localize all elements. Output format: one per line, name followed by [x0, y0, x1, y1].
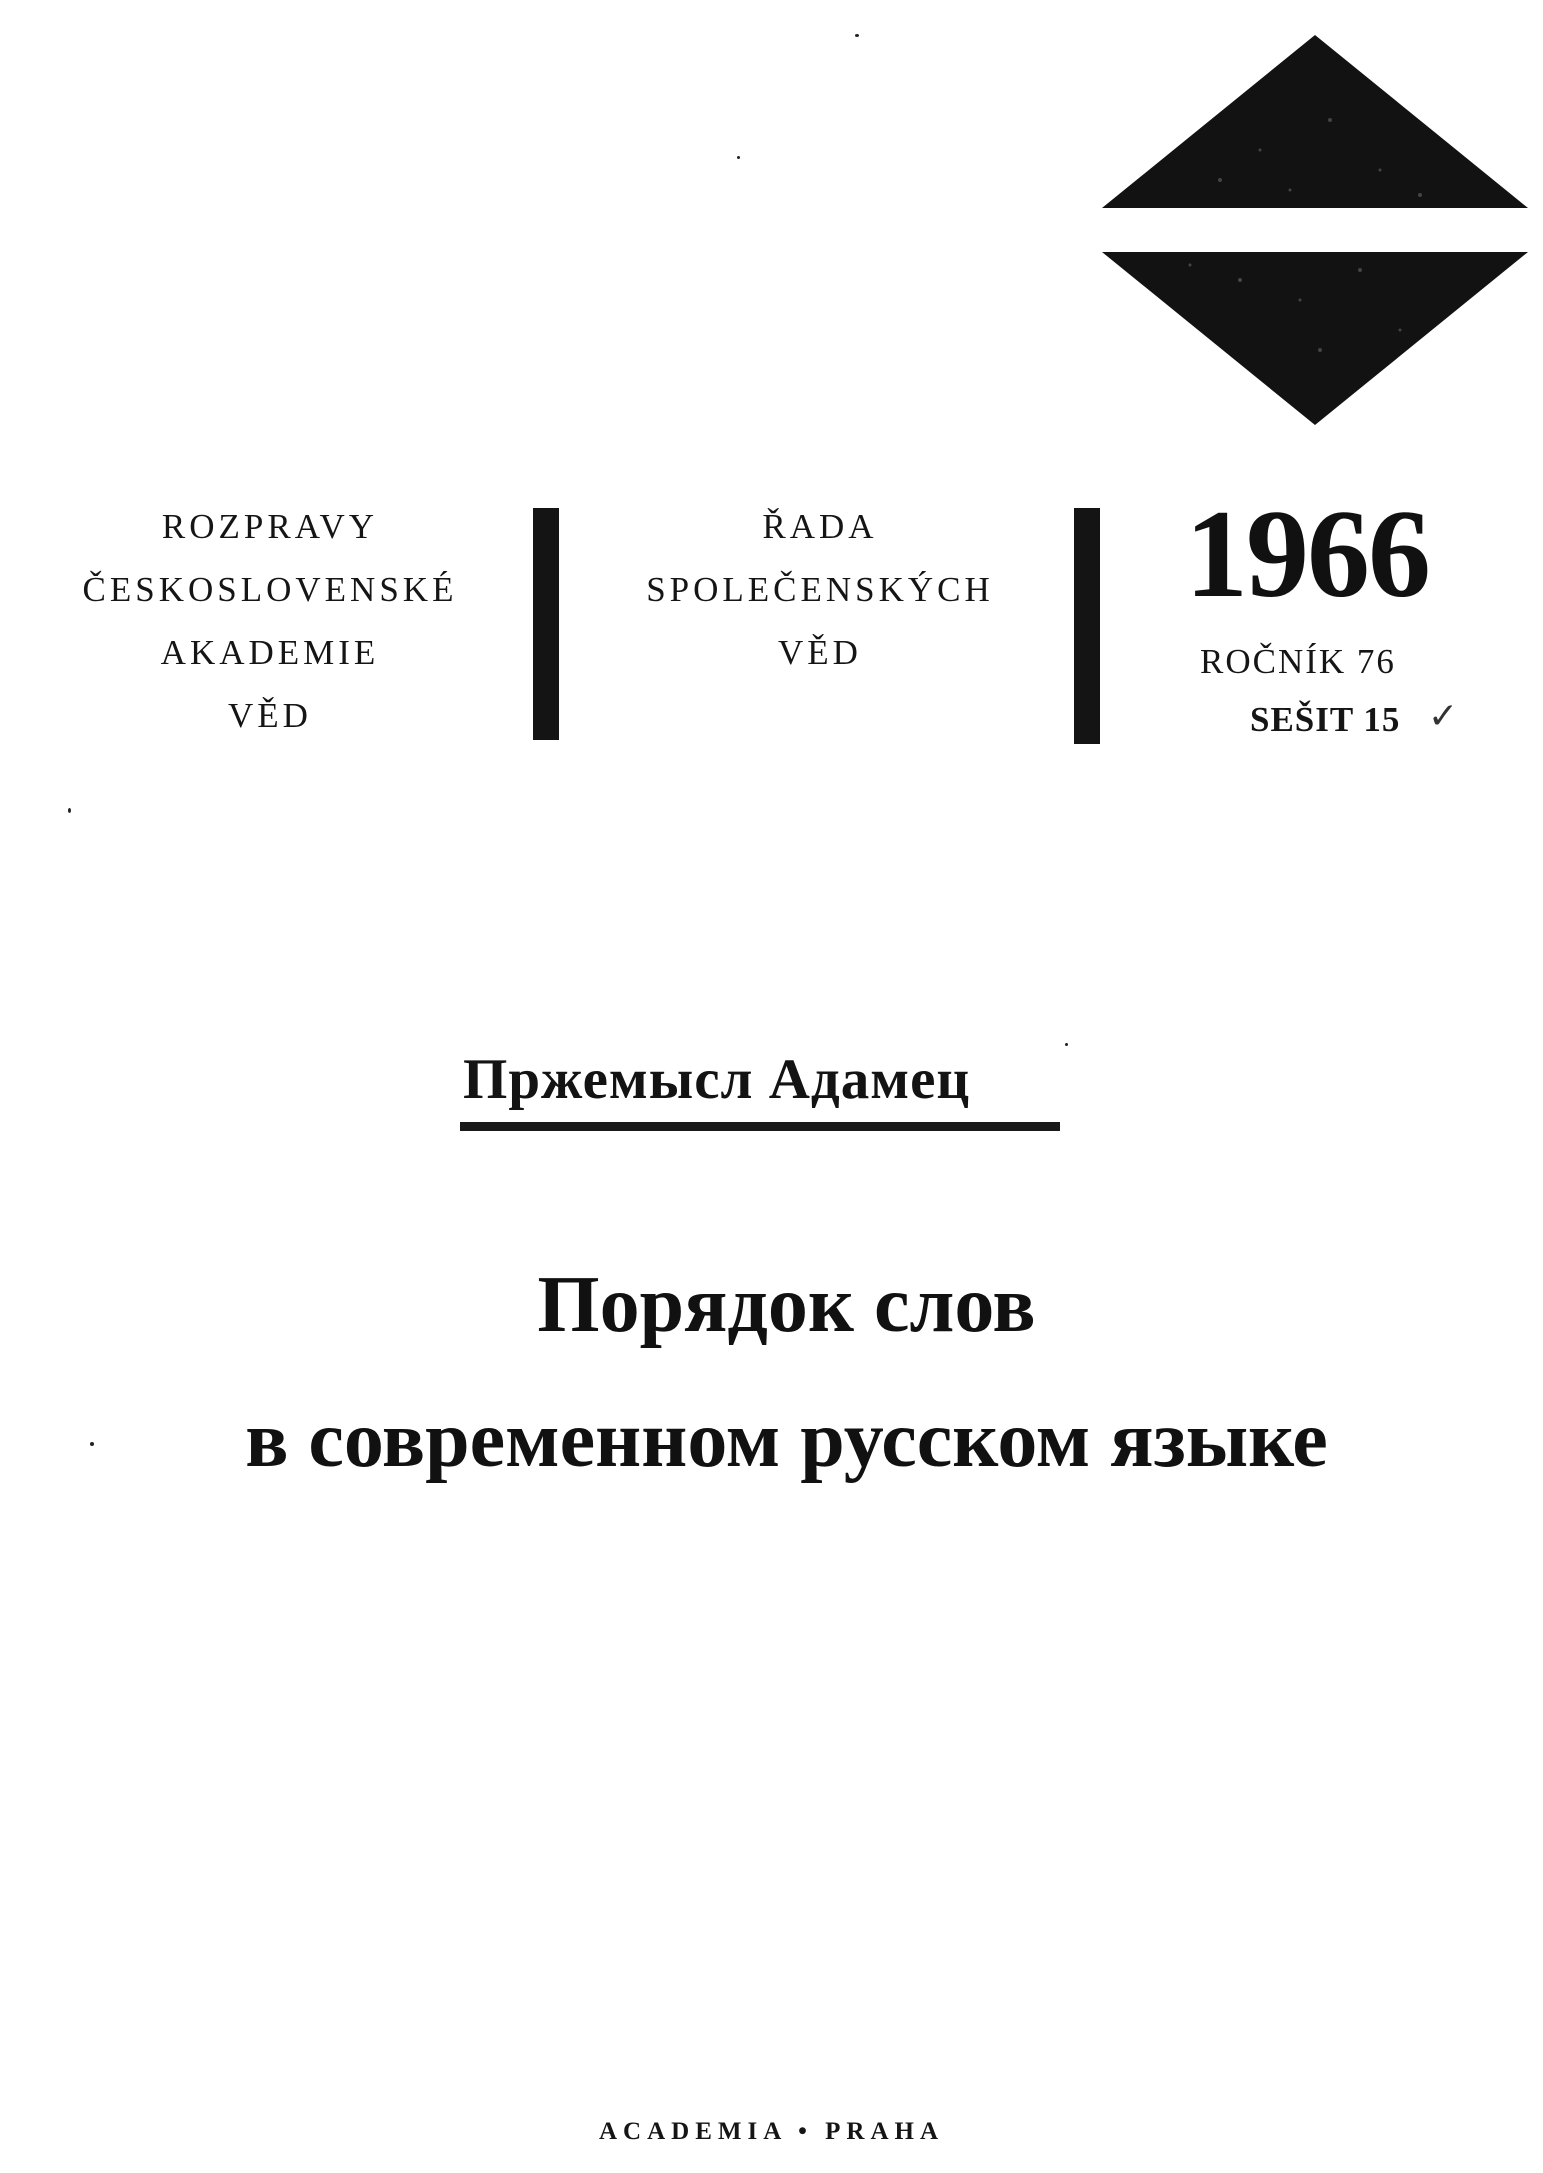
- author-name: Пржемысл Адамец: [463, 1048, 971, 1111]
- series-section-column: [585, 495, 1055, 684]
- publication-year: 1966: [1185, 485, 1429, 624]
- issue-label: SEŠIT 15: [1250, 700, 1401, 739]
- series-line-3: AKADEMIE: [160, 633, 380, 672]
- book-title-line-2: в современном русском языке: [245, 1396, 1328, 1484]
- series-line-2: ČESKOSLOVENSKÉ: [82, 570, 458, 609]
- book-title-line-1: Порядок слов: [537, 1261, 1036, 1349]
- series-line-4: VĚD: [228, 696, 312, 735]
- scan-speck: [1065, 1043, 1068, 1046]
- scan-speck: [855, 34, 859, 37]
- publisher-imprint: ACADEMIA • PRAHA: [598, 2118, 945, 2145]
- academy-diamond-emblem-icon: [1100, 30, 1530, 430]
- vertical-divider: [533, 508, 559, 740]
- vertical-divider: [1074, 508, 1100, 744]
- section-line-3: VĚD: [778, 633, 862, 672]
- section-line-2: SPOLEČENSKÝCH: [646, 570, 994, 609]
- series-line-1: ROZPRAVY: [161, 507, 379, 546]
- section-line-1: ŘADA: [762, 507, 878, 546]
- scan-speck: [68, 808, 71, 813]
- check-mark-icon: ✓: [1428, 696, 1459, 737]
- author-underline: [460, 1122, 1060, 1131]
- scan-speck: [90, 1442, 94, 1446]
- volume-label: ROČNÍK 76: [1200, 642, 1396, 681]
- scan-speck: [737, 156, 740, 159]
- series-publisher-column: [20, 495, 520, 747]
